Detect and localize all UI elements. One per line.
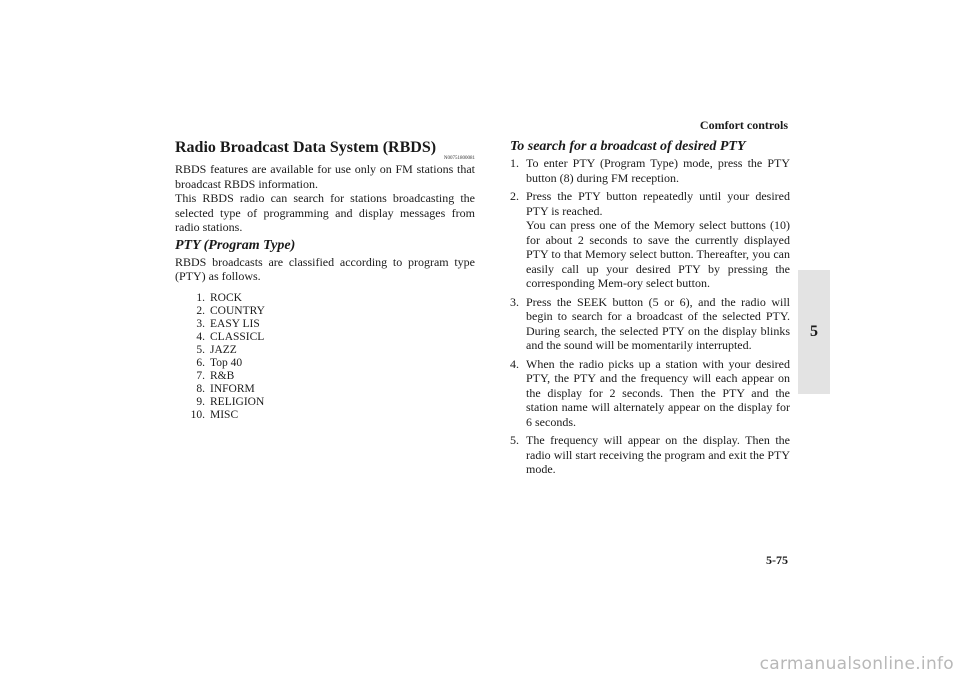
steps-list <box>510 156 790 477</box>
pty-heading: PTY (Program Type) <box>175 237 296 253</box>
list-item <box>175 331 475 344</box>
list-item-label: Top 40 <box>210 356 243 369</box>
step-number: 4. <box>510 356 519 371</box>
list-item <box>175 344 475 357</box>
list-item-number: 8. <box>196 383 205 396</box>
step-text-continued: You can press one of the Memory select buttons (10) for about 2 seconds to save the currently displayed PTY to that Memory select button. Thereafter, you can easily call up your desired PTY by pressing the corresponding Mem-ory select button. <box>526 218 790 290</box>
pty-intro: RBDS broadcasts are classified according to program type (PTY) as follows. <box>175 254 475 283</box>
list-item <box>175 370 475 383</box>
list-item <box>510 357 790 430</box>
list-item-label: COUNTRY <box>210 304 265 317</box>
list-item-number: 7. <box>196 370 205 383</box>
chapter-tab: 5 <box>798 270 830 394</box>
pty-list <box>175 292 475 423</box>
list-item-label: EASY LIS <box>210 317 260 330</box>
list-item-number: 6. <box>196 356 205 369</box>
list-item <box>510 156 790 185</box>
list-item-number: 1. <box>196 291 205 304</box>
page-number: 5-75 <box>766 553 788 567</box>
list-item <box>510 433 790 477</box>
list-item <box>510 295 790 353</box>
list-item-number: 5. <box>196 343 205 356</box>
list-item <box>175 409 475 422</box>
list-item-number: 4. <box>196 330 205 343</box>
right-column <box>510 138 790 481</box>
list-item-label: RELIGION <box>210 396 265 409</box>
list-item <box>175 292 475 305</box>
list-item-label: CLASSICL <box>210 330 265 343</box>
list-item-label: INFORM <box>210 383 255 396</box>
section-heading: Radio Broadcast Data System (RBDS) <box>175 139 437 156</box>
list-item <box>175 383 475 396</box>
left-column <box>175 138 475 422</box>
list-item-number: 2. <box>196 304 205 317</box>
step-number: 2. <box>510 189 519 203</box>
step-text: The frequency will appear on the display. Then the radio will start receiving the program and exit the PTY mode. <box>526 433 790 476</box>
document-code: N00751800081 <box>443 156 475 161</box>
step-text: To enter PTY (Program Type) mode, press the PTY button (8) during FM reception. <box>526 156 790 185</box>
list-item-number: 3. <box>196 317 205 330</box>
list-item-label: MISC <box>210 409 239 422</box>
step-text: When the radio picks up a station with your desired PTY, the PTY and the frequency will each appear on the display for 2 seconds. Then the PTY and the station name will alternately appear on the display for 6 seconds. <box>526 356 790 429</box>
list-item <box>175 396 475 409</box>
step-text: Press the PTY button repeatedly until your desired PTY is reached. <box>526 189 790 218</box>
list-item <box>175 357 475 370</box>
step-text: Press the SEEK button (5 or 6), and the radio will begin to search for a broadcast of the selected PTY. During search, the selected PTY on the display blinks and the sound will be momentarily interrupted. <box>526 294 790 352</box>
watermark: carmanualsonline.info <box>759 654 954 674</box>
list-item-label: R&B <box>210 370 235 383</box>
intro-paragraph-2: This RBDS radio can search for stations broadcasting the selected type of programming and display messages from radio stations. <box>175 191 475 234</box>
list-item <box>175 305 475 318</box>
section-title: Comfort controls <box>699 118 788 132</box>
intro-paragraph: RBDS features are available for use only on FM stations that broadcast RBDS information. <box>175 162 475 191</box>
list-item-number: 10. <box>190 409 205 422</box>
list-item-number: 9. <box>196 396 205 409</box>
step-number: 5. <box>510 433 519 447</box>
step-number: 1. <box>510 156 519 170</box>
step-number: 3. <box>510 294 519 309</box>
list-item <box>175 318 475 331</box>
list-item-label: ROCK <box>210 291 242 304</box>
search-heading: To search for a broadcast of desired PTY <box>510 139 746 154</box>
list-item <box>510 189 790 291</box>
list-item-label: JAZZ <box>210 343 237 356</box>
